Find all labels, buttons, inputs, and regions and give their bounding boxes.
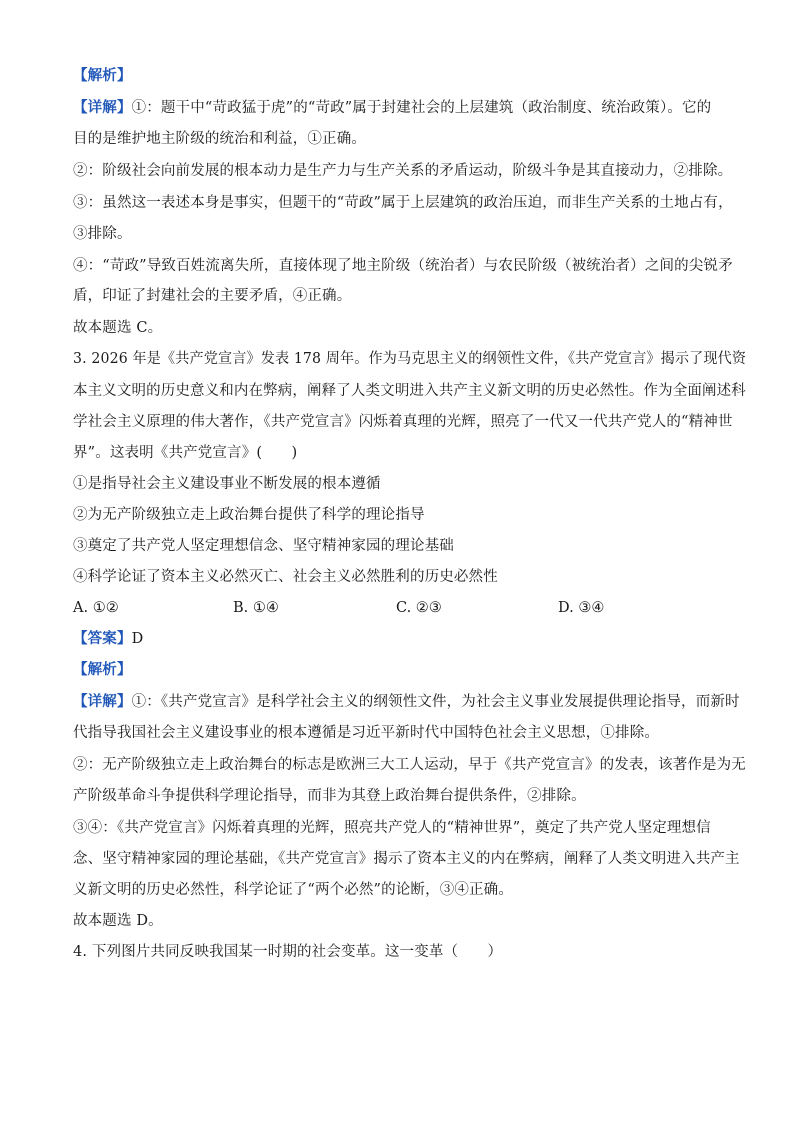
- detail-line: 代指导我国社会主义建设事业的根本遵循是习近平新时代中国特色社会主义思想，①排除。: [73, 725, 659, 741]
- conclusion-line: 故本题选 D。: [73, 913, 163, 929]
- detail-line: ③④：《共产党宣言》闪烁着真理的光辉，照亮共产党人的“精神世界”，奠定了共产党人坚定理想信: [73, 820, 711, 836]
- question-stem: 3. 2026 年是《共产党宣言》发表 178 周年。作为马克思主义的纲领性文件，《共产党宣言》揭示了现代资: [73, 351, 747, 367]
- answer-line: [73, 629, 143, 649]
- detail-line: 【详解】①：《共产党宣言》是科学社会主义的纲领性文件，为社会主义事业发展提供理论指导，而新时: [73, 693, 740, 710]
- question-stem: 界”。这表明《共产党宣言》( ): [73, 445, 298, 461]
- statement-item: ①是指导社会主义建设事业不断发展的根本遵循: [73, 476, 381, 492]
- statement-item: ②为无产阶级独立走上政治舞台提供了科学的理论指导: [73, 507, 425, 523]
- conclusion-line: 故本题选 C。: [73, 320, 163, 336]
- question-stem: 本主义文明的历史意义和内在弊病，阐释了人类文明进入共产主义新文明的历史必然性。作为全面阐述科: [73, 383, 746, 399]
- statement-item: ④科学论证了资本主义必然灭亡、社会主义必然胜利的历史必然性: [73, 569, 498, 585]
- detail-line: 【详解】①：题干中“苛政猛于虎”的“苛政”属于封建社会的上层建筑（政治制度、统治政策）。它的: [73, 99, 712, 116]
- option-d: D. ③④: [558, 600, 605, 616]
- analysis-label: 【解析】: [73, 661, 132, 678]
- detail-line: 盾，印证了封建社会的主要矛盾，④正确。: [73, 288, 352, 304]
- option-a: A. ①②: [73, 600, 119, 616]
- question-stem: 4. 下列图片共同反映我国某一时期的社会变革。这一变革（ ）: [73, 944, 503, 960]
- detail-line: 目的是维护地主阶级的统治和利益，①正确。: [73, 131, 366, 147]
- statement-item: ③奠定了共产党人坚定理想信念、坚守精神家园的理论基础: [73, 538, 454, 554]
- detail-line: 产阶级革命斗争提供科学理论指导，而非为其登上政治舞台提供条件，②排除。: [73, 788, 586, 804]
- detail-line: ②：阶级社会向前发展的根本动力是生产力与生产关系的矛盾运动，阶级斗争是其直接动力，②排除。: [73, 163, 733, 179]
- analysis-label: 【解析】: [73, 67, 132, 84]
- detail-line: 义新文明的历史必然性，科学论证了“两个必然”的论断，③④正确。: [73, 882, 513, 898]
- question-stem: 学社会主义原理的伟大著作，《共产党宣言》闪烁着真理的光辉，照亮了一代又一代共产党人的“精神世: [73, 414, 733, 430]
- detail-line: ②：无产阶级独立走上政治舞台的标志是欧洲三大工人运动，早于《共产党宣言》的发表，该著作是为无: [73, 757, 746, 773]
- detail-line: ④：“苛政”导致百姓流离失所，直接体现了地主阶级（统治者）与农民阶级（被统治者）之间的尖锐矛: [73, 258, 733, 274]
- option-c: C. ②③: [396, 600, 442, 616]
- answer-value: D: [131, 631, 144, 647]
- detail-line: ③：虽然这一表述本身是事实，但题干的“苛政”属于上层建筑的政治压迫，而非生产关系的土地占有，: [73, 195, 733, 211]
- option-b: B. ①④: [233, 600, 279, 616]
- detail-line: ③排除。: [73, 226, 132, 242]
- detail-line: 念、坚守精神家园的理论基础，《共产党宣言》揭示了资本主义的内在弊病，阐释了人类文明进入共产主: [73, 851, 740, 867]
- detail-tag: 【详解】: [73, 99, 132, 116]
- detail-tag: 【详解】: [73, 693, 132, 710]
- answer-tag: 【答案】: [73, 630, 132, 647]
